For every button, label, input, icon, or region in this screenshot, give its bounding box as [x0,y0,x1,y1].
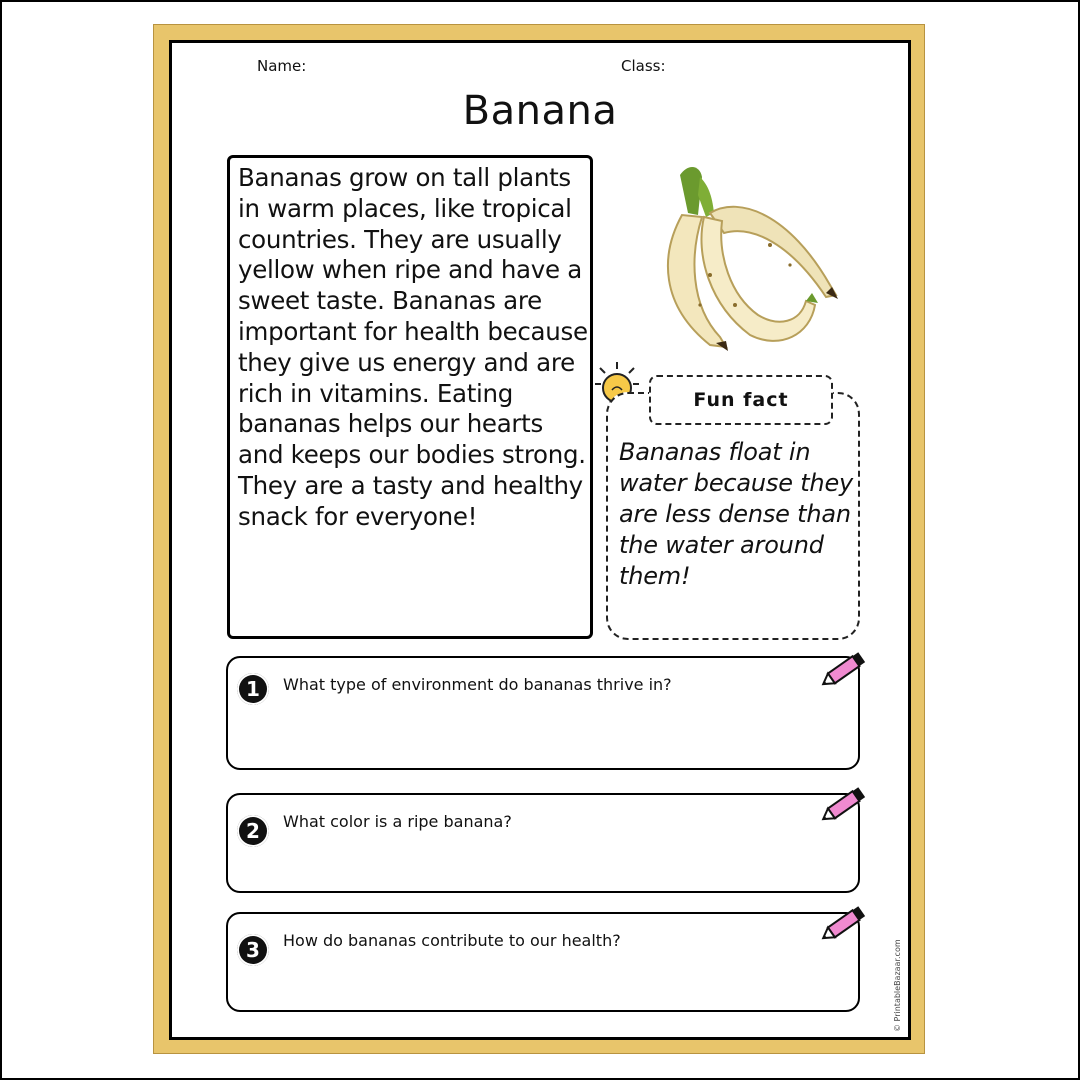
question-box-2[interactable] [226,793,860,893]
name-label: Name: [257,57,307,75]
fun-fact-heading: Fun fact [649,375,833,425]
page-title: Banana [462,88,618,134]
question-number-1: 1 [237,673,269,705]
site-credit: © PrintableBazaar.com [893,939,902,1032]
question-number-2: 2 [237,815,269,847]
banana-image [640,155,850,355]
question-box-1[interactable] [226,656,860,770]
question-text-2: What color is a ripe banana? [283,812,512,831]
question-text-1: What type of environment do bananas thrive in? [283,675,672,694]
question-number-3: 3 [237,934,269,966]
passage-text: Bananas grow on tall plants in warm places, like tropical countries. They are usually yellow when ripe and have a sweet taste. Bananas are important for health because they give us energy and are rich in vitamins. Eating bananas helps our hearts and keeps our bodies strong. They are a tasty and healthy snack for everyone! [238,163,588,531]
pencil-icon [818,904,870,948]
pencil-icon [818,785,870,829]
class-label: Class: [621,57,666,75]
question-box-3[interactable] [226,912,860,1012]
question-text-3: How do bananas contribute to our health? [283,931,621,950]
fun-fact-text: Bananas float in water because they are less dense than the water around them! [619,438,854,590]
pencil-icon [818,650,870,694]
